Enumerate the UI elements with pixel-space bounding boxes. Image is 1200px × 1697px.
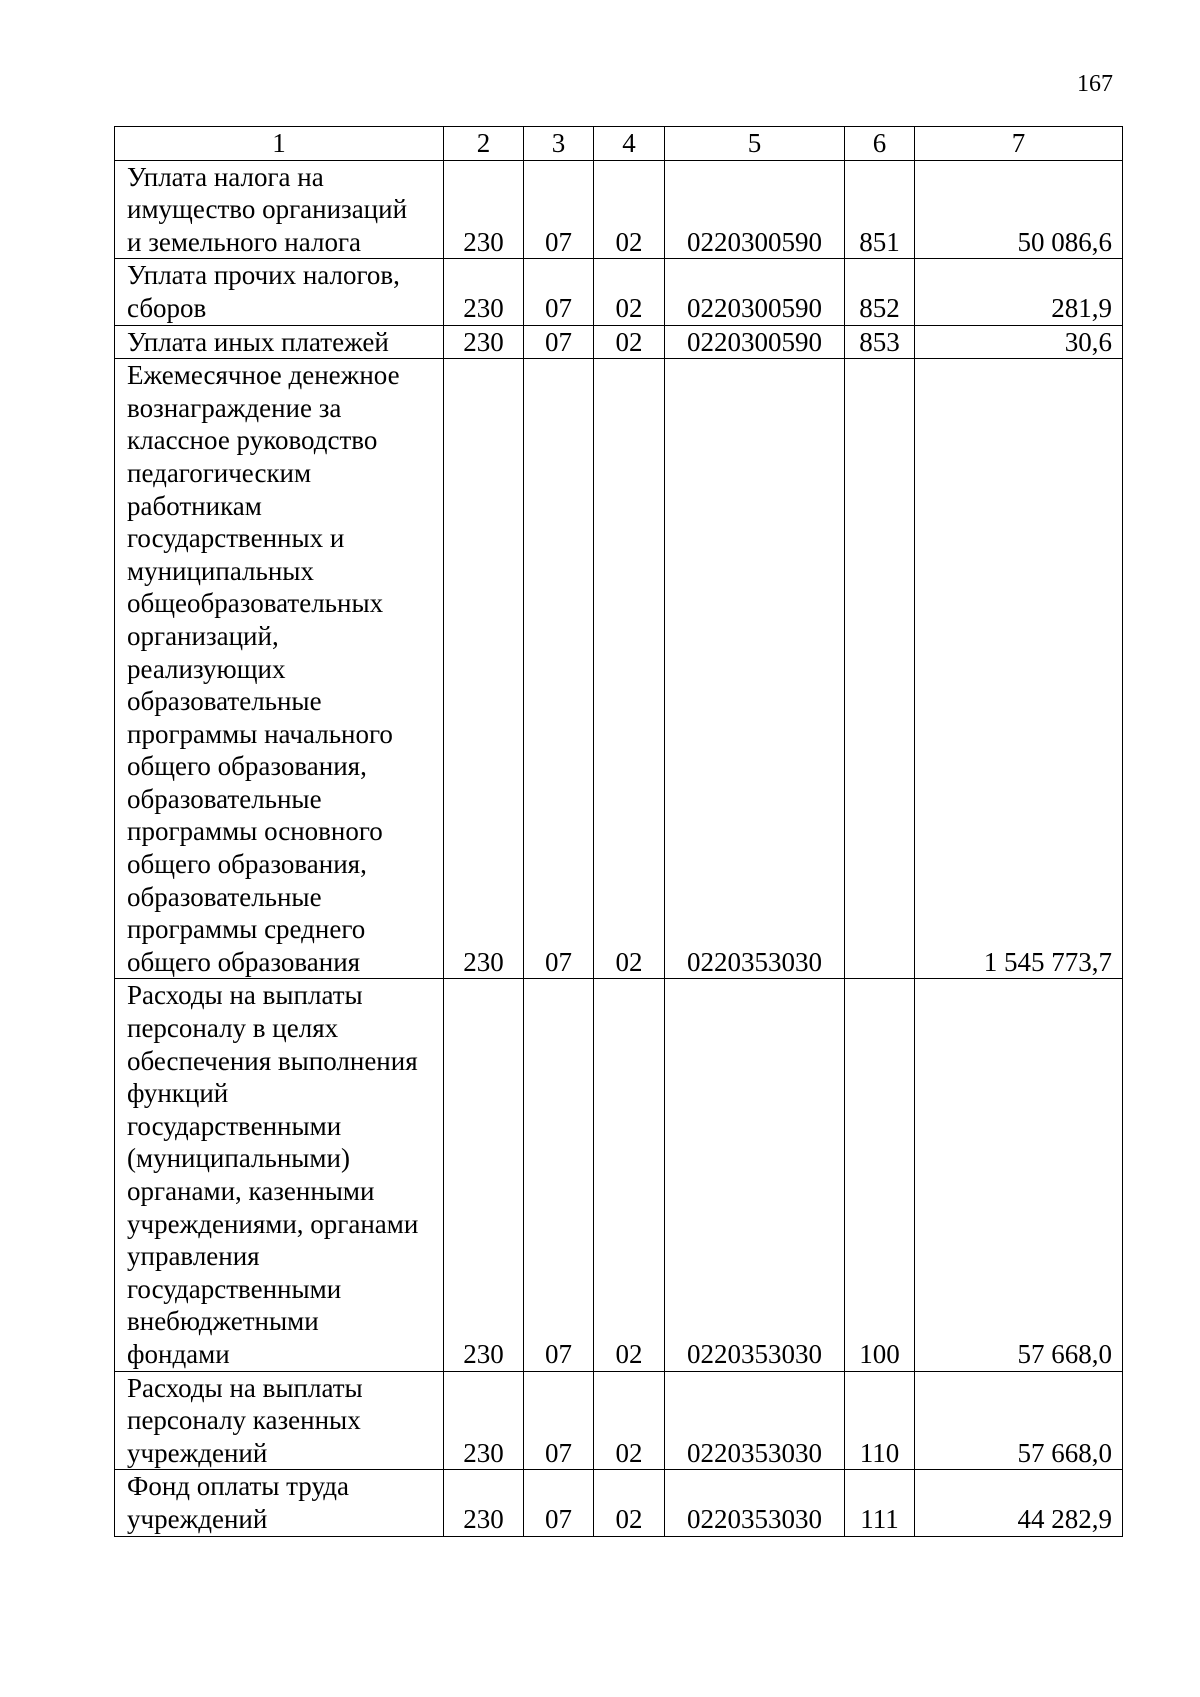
- column-header: 3: [524, 127, 594, 161]
- row-description: Расходы на выплаты персоналу казенных учреждений: [115, 1371, 444, 1470]
- column-header: 2: [444, 127, 524, 161]
- target-article-code: 0220300590: [665, 160, 845, 259]
- ministry-code: 230: [444, 259, 524, 325]
- subsection-code: 02: [594, 359, 665, 979]
- target-article-code: 0220300590: [665, 325, 845, 359]
- expense-type-code: 111: [845, 1470, 915, 1536]
- expense-type-code: 100: [845, 979, 915, 1371]
- subsection-code: 02: [594, 979, 665, 1371]
- target-article-code: 0220353030: [665, 1470, 845, 1536]
- table-row: [115, 1371, 1123, 1470]
- subsection-code: 02: [594, 160, 665, 259]
- table-row: [115, 359, 1123, 979]
- table-row: [115, 1470, 1123, 1536]
- amount: 50 086,6: [915, 160, 1123, 259]
- row-description: Ежемесячное денежное вознаграждение за классное руководство педагогическим работникам государственных и муниципальных общеобразовательных организаций, реализующих образовательные программы начального общего образования, образовательные программы основного общего образования, образовательные программы среднего общего образования: [115, 359, 444, 979]
- ministry-code: 230: [444, 160, 524, 259]
- amount: 57 668,0: [915, 979, 1123, 1371]
- section-code: 07: [524, 160, 594, 259]
- row-description: Фонд оплаты труда учреждений: [115, 1470, 444, 1536]
- ministry-code: 230: [444, 325, 524, 359]
- column-header: 6: [845, 127, 915, 161]
- amount: 281,9: [915, 259, 1123, 325]
- ministry-code: 230: [444, 979, 524, 1371]
- ministry-code: 230: [444, 359, 524, 979]
- column-header: 1: [115, 127, 444, 161]
- expense-type-code: 851: [845, 160, 915, 259]
- target-article-code: 0220353030: [665, 1371, 845, 1470]
- target-article-code: 0220353030: [665, 359, 845, 979]
- column-header: 7: [915, 127, 1123, 161]
- table-row: [115, 325, 1123, 359]
- section-code: 07: [524, 1371, 594, 1470]
- row-description: Расходы на выплаты персоналу в целях обеспечения выполнения функций государственными (муниципальными) органами, казенными учреждениями, органами управления государственными внебюджетными фондами: [115, 979, 444, 1371]
- section-code: 07: [524, 1470, 594, 1536]
- budget-table: [114, 126, 1123, 1537]
- amount: 44 282,9: [915, 1470, 1123, 1536]
- column-header: 4: [594, 127, 665, 161]
- section-code: 07: [524, 259, 594, 325]
- subsection-code: 02: [594, 1470, 665, 1536]
- section-code: 07: [524, 979, 594, 1371]
- table-header-row: [115, 127, 1123, 161]
- amount: 1 545 773,7: [915, 359, 1123, 979]
- row-description: Уплата прочих налогов, сборов: [115, 259, 444, 325]
- ministry-code: 230: [444, 1371, 524, 1470]
- table-row: [115, 259, 1123, 325]
- subsection-code: 02: [594, 325, 665, 359]
- column-header: 5: [665, 127, 845, 161]
- table-row: [115, 979, 1123, 1371]
- section-code: 07: [524, 359, 594, 979]
- subsection-code: 02: [594, 259, 665, 325]
- section-code: 07: [524, 325, 594, 359]
- subsection-code: 02: [594, 1371, 665, 1470]
- page-number: 167: [1077, 71, 1113, 97]
- row-description: Уплата налога на имущество организаций и земельного налога: [115, 160, 444, 259]
- amount: 57 668,0: [915, 1371, 1123, 1470]
- amount: 30,6: [915, 325, 1123, 359]
- row-description: Уплата иных платежей: [115, 325, 444, 359]
- target-article-code: 0220353030: [665, 979, 845, 1371]
- ministry-code: 230: [444, 1470, 524, 1536]
- target-article-code: 0220300590: [665, 259, 845, 325]
- expense-type-code: 110: [845, 1371, 915, 1470]
- table-row: [115, 160, 1123, 259]
- expense-type-code: [845, 359, 915, 979]
- expense-type-code: 853: [845, 325, 915, 359]
- expense-type-code: 852: [845, 259, 915, 325]
